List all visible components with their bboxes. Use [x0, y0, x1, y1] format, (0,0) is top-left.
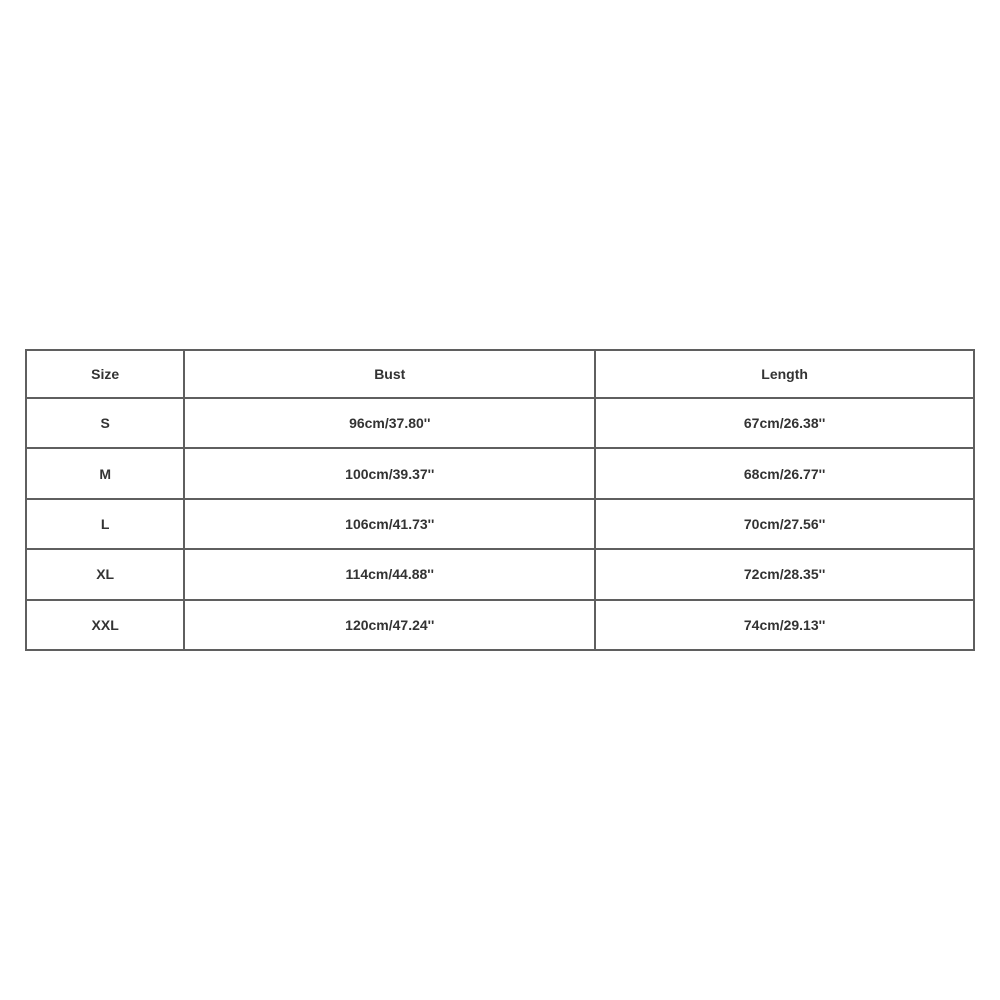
cell-length: 74cm/29.13''	[595, 600, 974, 650]
table-row	[26, 448, 974, 498]
cell-size: XXL	[26, 600, 184, 650]
cell-length: 68cm/26.77''	[595, 448, 974, 498]
cell-length: 67cm/26.38''	[595, 398, 974, 448]
cell-size: L	[26, 499, 184, 549]
cell-bust: 100cm/39.37''	[184, 448, 595, 498]
table-row	[26, 600, 974, 650]
table-row	[26, 398, 974, 448]
cell-length: 72cm/28.35''	[595, 549, 974, 599]
cell-bust: 114cm/44.88''	[184, 549, 595, 599]
table-row	[26, 499, 974, 549]
table-header-row	[26, 350, 974, 398]
header-size: Size	[26, 350, 184, 398]
cell-bust: 106cm/41.73''	[184, 499, 595, 549]
cell-size: S	[26, 398, 184, 448]
cell-size: M	[26, 448, 184, 498]
cell-bust: 96cm/37.80''	[184, 398, 595, 448]
table-row	[26, 549, 974, 599]
cell-bust: 120cm/47.24''	[184, 600, 595, 650]
header-bust: Bust	[184, 350, 595, 398]
cell-length: 70cm/27.56''	[595, 499, 974, 549]
header-length: Length	[595, 350, 974, 398]
size-chart-table	[25, 349, 975, 651]
cell-size: XL	[26, 549, 184, 599]
